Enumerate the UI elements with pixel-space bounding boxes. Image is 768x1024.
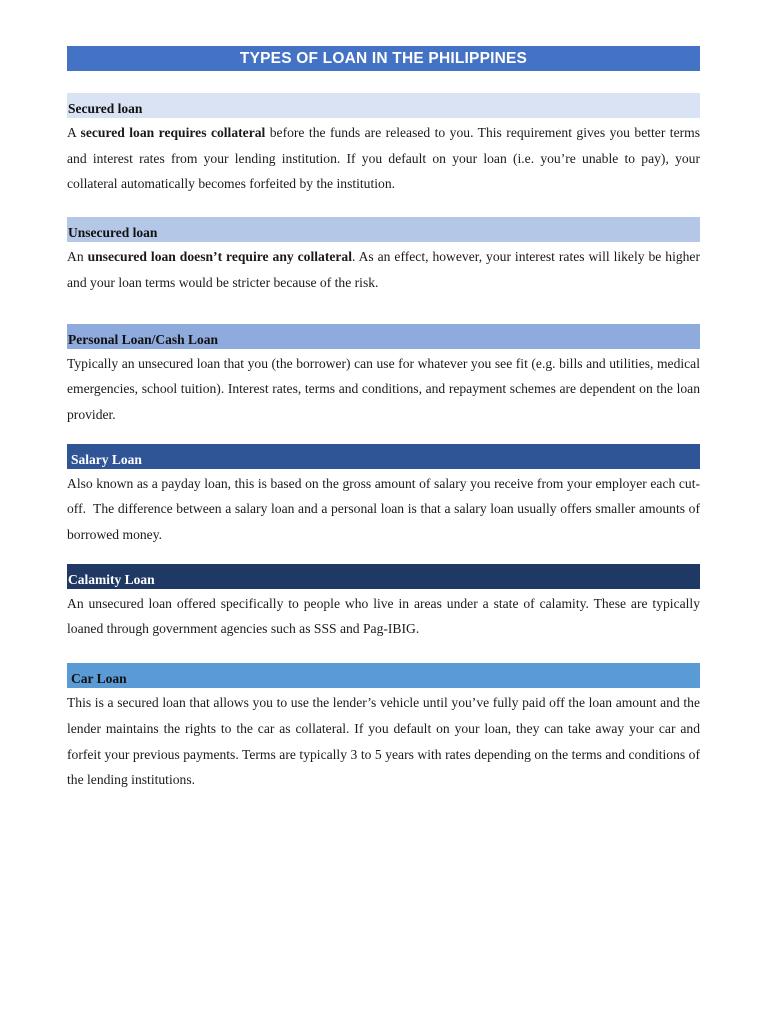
secured-loan-text: before the funds are released to you. This requirement gives you better terms and interest rates from your lending institution. If you default on your loan (i.e. you’re unable to pay), your collateral automatically becomes forfeited by the institution. [67,125,701,192]
section-heading-salary-loan: Salary Loan [67,444,700,469]
section-body-unsecured-loan [67,242,700,295]
unsecured-loan-emphasis: unsecured loan doesn’t require any collateral [87,249,352,265]
section-body-car-loan: This is a secured loan that allows you to use the lender’s vehicle until you’ve fully paid off the loan amount and the lender maintains the rights to the car as collateral. If you default on your loan, they can take away your car and forfeit your previous payments. Terms are typically 3 to 5 years with rates depending on the terms and conditions of the lending institutions. [67,695,700,788]
unsecured-loan-lead: An [67,249,88,265]
document-title: TYPES OF LOAN IN THE PHILIPPINES [67,46,700,71]
section-heading-calamity-loan: Calamity Loan [67,564,700,589]
secured-loan-lead: A [67,125,81,140]
section-heading-personal-loan: Personal Loan/Cash Loan [67,324,700,349]
section-heading-unsecured-loan: Unsecured loan [67,217,700,242]
document-page [67,46,704,793]
unsecured-loan-text: . As an effect, however, your interest rates will likely be higher and your loan terms would be stricter because of the risk. [67,249,700,290]
section-body-secured-loan [67,118,700,197]
section-body-calamity-loan: An unsecured loan offered specifically to people who live in areas under a state of calamity. These are typically loaned through government agencies such as SSS and Pag-IBIG. [67,595,700,637]
secured-loan-emphasis: secured loan requires collateral [80,125,266,140]
section-heading-secured-loan: Secured loan [67,93,700,118]
section-body-salary-loan: Also known as a payday loan, this is based on the gross amount of salary you receive from your employer each cut-off. The difference between a salary loan and a personal loan is that a salary loan usually offers smaller amounts of borrowed money. [67,475,704,543]
section-heading-car-loan: Car Loan [67,663,700,688]
section-body-personal-loan: Typically an unsecured loan that you (the borrower) can use for whatever you see fit (e.g. bills and utilities, medical emergencies, school tuition). Interest rates, terms and conditions, and repayment schemes are dependent on the loan provider. [67,355,700,422]
